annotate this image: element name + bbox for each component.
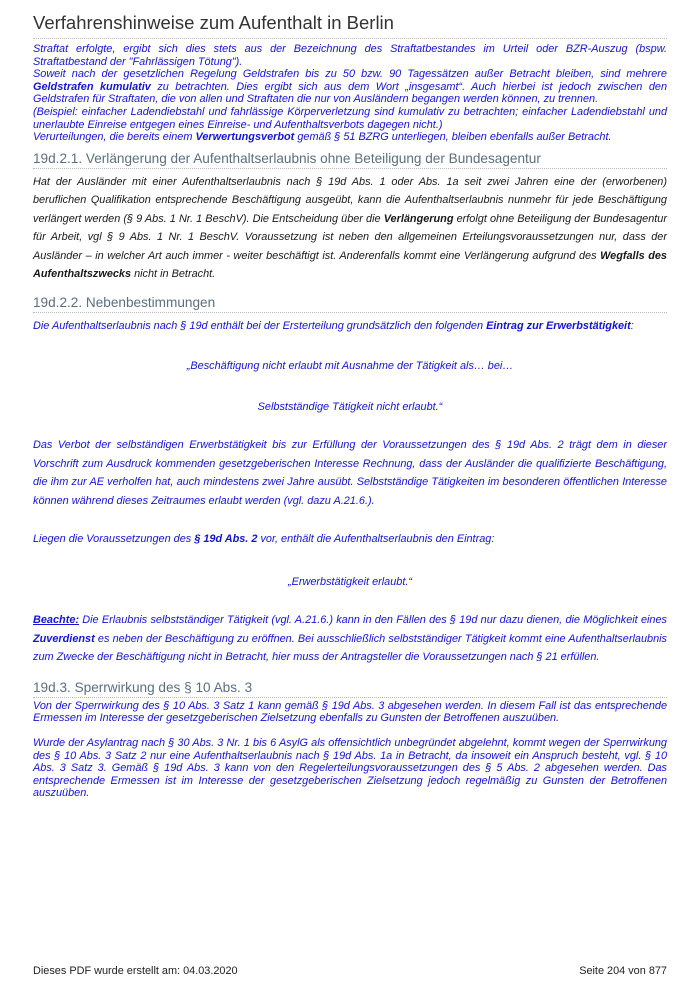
intro-p2-text-b: zu betrachten. Dies ergibt sich aus dem Wort „insgesamt“. Auch hierbei ist jedoch zwischen den Geldstrafen für Straftaten, die von allen und Straftaten die nur von Ausländern begangen werden können, zu trennen. bbox=[33, 80, 668, 106]
intro-p4-text-b: gemäß § 51 BZRG unterliegen, bleiben ebenfalls außer Betracht. bbox=[294, 131, 612, 144]
s2-p1-bold: Eintrag zur Erwerbstätigkeit bbox=[486, 319, 631, 332]
intro-p3-text: (Beispiel: einfacher Ladendiebstahl und fahrlässige Körperverletzung sind kumulativ zu betrachten; einfacher Ladendiebstahl und unerlaubte Einreise entgegen eines Einreise- und Aufenthaltsverbots dagegen nicht.) bbox=[33, 105, 667, 131]
intro-p2-bold: Geldstrafen kumulativ bbox=[33, 80, 151, 93]
footer-created-date: Dieses PDF wurde erstellt am: 04.03.2020 bbox=[33, 965, 238, 977]
s1-text-c: nicht in Betracht. bbox=[131, 268, 216, 281]
quote-employment-allowed: „Erwerbstätigkeit erlaubt.“ bbox=[287, 575, 413, 588]
s2-p3-text-a: Liegen die Voraussetzungen des bbox=[33, 533, 195, 546]
section-19d-3-paragraph-2: Wurde der Asylantrag nach § 30 Abs. 3 Nr. 1 bis 6 AsylG als offensichtlich unbegründet abgelehnt, kommt wegen der Sperrwirkung des § 10 Abs. 3 Satz 2 nur eine Aufenthaltserlaubnis nach § 19d Abs. 1a in Betracht, da insoweit ein Anspruch besteht, vgl. § 10 Abs. 3 Satz 3. Gemäß § 19d Abs. 3 kann von den Regelerteilungsvoraussetzungen des § 5 Abs. 2 abgesehen werden. Das entsprechende Ermessen ist im Interesse der gesetzgeberischen Zielsetzung jedoch regelmäßig zu Gunsten der Betroffenen auszuüben. bbox=[33, 736, 667, 800]
intro-p4-bold: Verwertungsverbot bbox=[195, 131, 295, 144]
intro-p1-text: Straftat erfolgte, ergibt sich dies stets aus der Bezeichnung des Straftatbestandes im Urteil oder BZR-Auszug (bspw. Straftatbestand der "Fahrlässigen Tötung"). bbox=[33, 43, 667, 68]
section-heading-19d-2-2: 19d.2.2. Nebenbestimmungen bbox=[33, 294, 667, 313]
note-label: Beachte: bbox=[33, 614, 79, 627]
intro-paragraph-1 bbox=[33, 43, 667, 68]
section-19d-2-2-note bbox=[33, 611, 667, 667]
s2-p3-bold: § 19d Abs. 2 bbox=[194, 533, 258, 546]
s1-bold-2: Wegfalls des Aufenthaltszwecks bbox=[33, 249, 667, 281]
intro-paragraph-4 bbox=[33, 131, 667, 144]
s1-text-b: erfolgt ohne Beteiligung der Bundesagentur für Arbeit, vgl § 9 Abs. 1 Nr. 1 BeschV. Voraussetzung ist neben den allgemeinen Erteilungsvoraussetzungen nur, dass der Ausländer – in welcher Art auch immer - weiter beschäftigt ist. Anderenfalls kommt eine Verlängerung aufgrund des bbox=[33, 212, 667, 262]
s1-text-a: Hat der Ausländer mit einer Aufenthaltserlaubnis nach § 19d Abs. 1 oder Abs. 1a seit zwei Jahren eine der (erworbenen) beruflichen Qualifikation entsprechende Beschäftigung ausgeübt, kann die Aufenthaltserlaubnis nunmehr für jede Beschäftigung verlängert werden (§ 9 Abs. 1 Nr. 1 BeschV). Die Entscheidung über die bbox=[33, 175, 667, 225]
s2-p1-text-b: : bbox=[630, 319, 634, 332]
footer-page-number: Seite 204 von 877 bbox=[579, 965, 667, 977]
document-page bbox=[33, 0, 667, 800]
intro-paragraph-3 bbox=[33, 106, 667, 131]
section-19d-2-2-paragraph-2: Das Verbot der selbständigen Erwerbstätigkeit bis zur Erfüllung der Voraussetzungen des § 19d Abs. 2 trägt dem in dieser Vorschrift zum Ausdruck kommenden gesetzgeberischen Interesse Rechnung, dass der Ausländer die qualifizierte Beschäftigung, die ihm zur AE verholfen hat, auch mindestens zwei Jahre ausübt. Selbstständige Tätigkeiten im besonderen öffentlichen Interesse können während dieses Zeitraumes erlaubt werden (vgl. dazu A.21.6.). bbox=[33, 439, 667, 507]
intro-section bbox=[33, 43, 667, 144]
section-19d-2-1-text bbox=[33, 173, 667, 284]
s2-p4-text-a: Die Erlaubnis selbstständiger Tätigkeit (vgl. A.21.6.) kann in den Fällen des § 19d nur dazu dienen, die Möglichkeit eines bbox=[79, 614, 667, 627]
document-title: Verfahrenshinweise zum Aufenthalt in Berlin bbox=[33, 12, 667, 39]
section-heading-19d-3: 19d.3. Sperrwirkung des § 10 Abs. 3 bbox=[33, 679, 667, 698]
quote-self-employment-entry: Selbstständige Tätigkeit nicht erlaubt.“ bbox=[257, 400, 443, 413]
section-19d-2-2-paragraph-3 bbox=[33, 530, 667, 549]
s2-p4-text-b: es neben der Beschäftigung zu eröffnen. Bei ausschließlich selbstständiger Tätigkeit kommt eine Aufenthaltserlaubnis zum Zwecke der Beschäftigung nicht in Betracht, hier muss der Antragsteller die Voraussetzungen nach § 21 erfüllen. bbox=[33, 632, 667, 664]
section-19d-3-paragraph-1: Von der Sperrwirkung des § 10 Abs. 3 Satz 1 kann gemäß § 19d Abs. 3 abgesehen werden. In diesem Fall ist das entsprechende Ermessen im Interesse der gesetzgeberischen Zielsetzung ebenfalls zu Gunsten der Betroffenen auszuüben. bbox=[33, 699, 667, 725]
section-19d-2-2-intro bbox=[33, 317, 667, 336]
page-footer bbox=[33, 965, 667, 977]
intro-p4-text-a: Verurteilungen, die bereits einem bbox=[33, 131, 196, 144]
s2-p4-bold: Zuverdienst bbox=[33, 632, 95, 645]
s2-p1-text-a: Die Aufenthaltserlaubnis nach § 19d enthält bei der Ersterteilung grundsätzlich den folgenden bbox=[33, 319, 487, 332]
s1-bold-1: Verlängerung bbox=[383, 212, 454, 225]
intro-paragraph-2 bbox=[33, 68, 667, 106]
s2-p3-text-b: vor, enthält die Aufenthaltserlaubnis den Eintrag: bbox=[257, 533, 495, 546]
intro-p2-text-a: Soweit nach der gesetzlichen Regelung Geldstrafen bis zu 50 bzw. 90 Tagessätzen außer Betracht bleiben, sind mehrere bbox=[33, 68, 667, 81]
section-heading-19d-2-1: 19d.2.1. Verlängerung der Aufenthaltserlaubnis ohne Beteiligung der Bundesagentur bbox=[33, 150, 667, 169]
quote-employment-entry: „Beschäftigung nicht erlaubt mit Ausnahme der Tätigkeit als… bei… bbox=[186, 360, 514, 373]
